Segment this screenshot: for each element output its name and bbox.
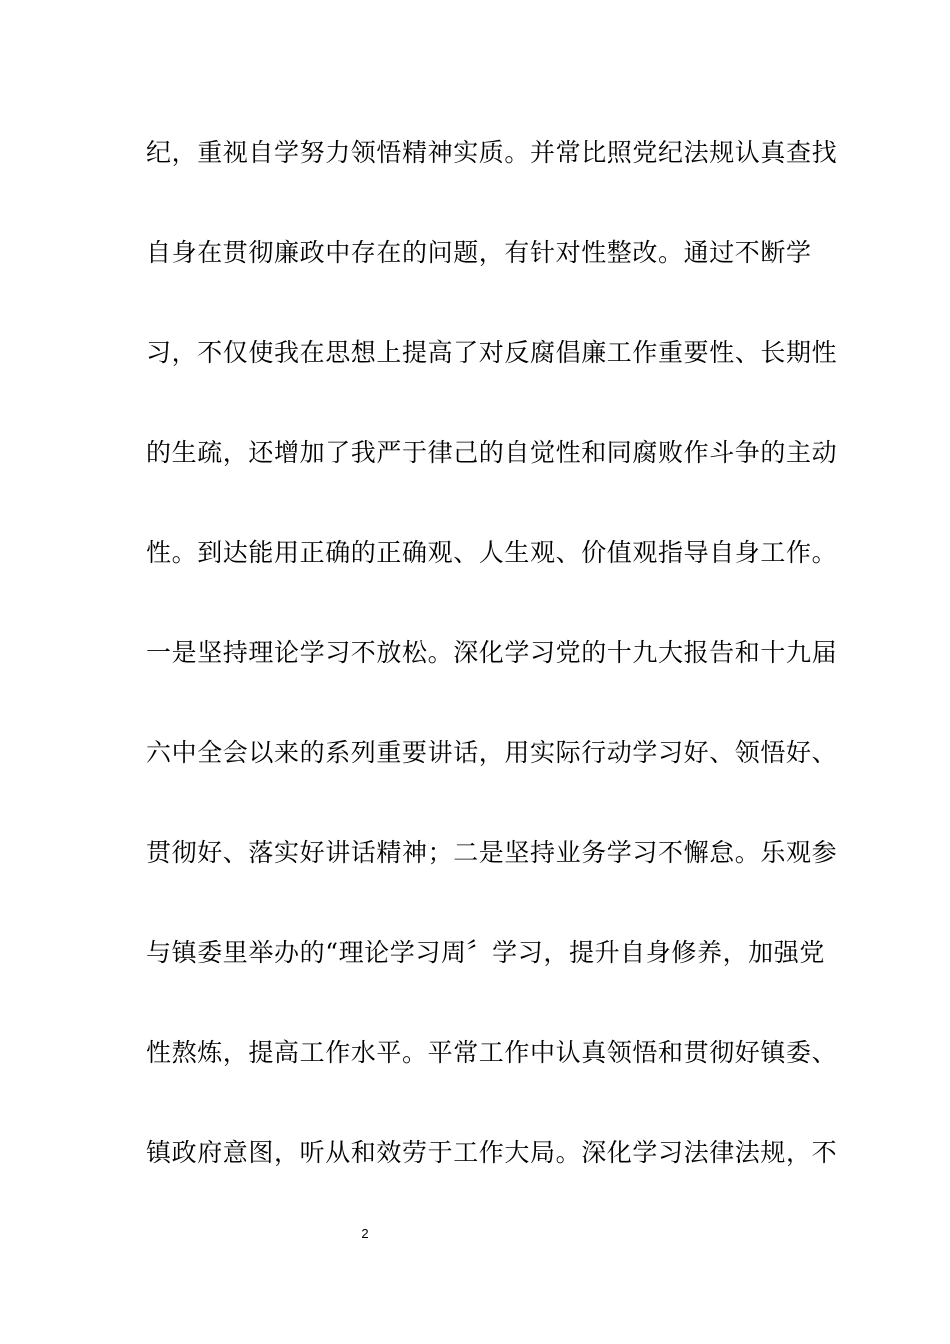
text-line: 镇政府意图，听从和效劳于工作大局。深化学习法律法规，不 — [146, 1138, 838, 1167]
text-line: 性熬炼，提高工作水平。平常工作中认真领悟和贯彻好镇委、 — [146, 1038, 838, 1067]
text-line: 纪，重视自学努力领悟精神实质。并常比照党纪法规认真查找 — [146, 138, 838, 167]
text-line: 贯彻好、落实好讲话精神；二是坚持业务学习不懈怠。乐观参 — [146, 838, 838, 867]
text-line: 与镇委里举办的“理论学习周〞学习，提升自身修养，加强党 — [146, 938, 825, 967]
text-line: 一是坚持理论学习不放松。深化学习党的十九大报告和十九届 — [146, 638, 838, 667]
text-line: 习，不仅使我在思想上提高了对反腐倡廉工作重要性、长期性 — [146, 338, 838, 367]
text-line: 六中全会以来的系列重要讲话，用实际行动学习好、领悟好、 — [146, 738, 838, 767]
page-number: 2 — [361, 1226, 369, 1241]
document-body — [146, 128, 838, 1228]
text-line: 性。到达能用正确的正确观、人生观、价值观指导自身工作。 — [146, 538, 838, 567]
text-line: 自身在贯彻廉政中存在的问题，有针对性整改。通过不断学 — [146, 238, 812, 267]
text-line: 的生疏，还增加了我严于律己的自觉性和同腐败作斗争的主动 — [146, 438, 838, 467]
